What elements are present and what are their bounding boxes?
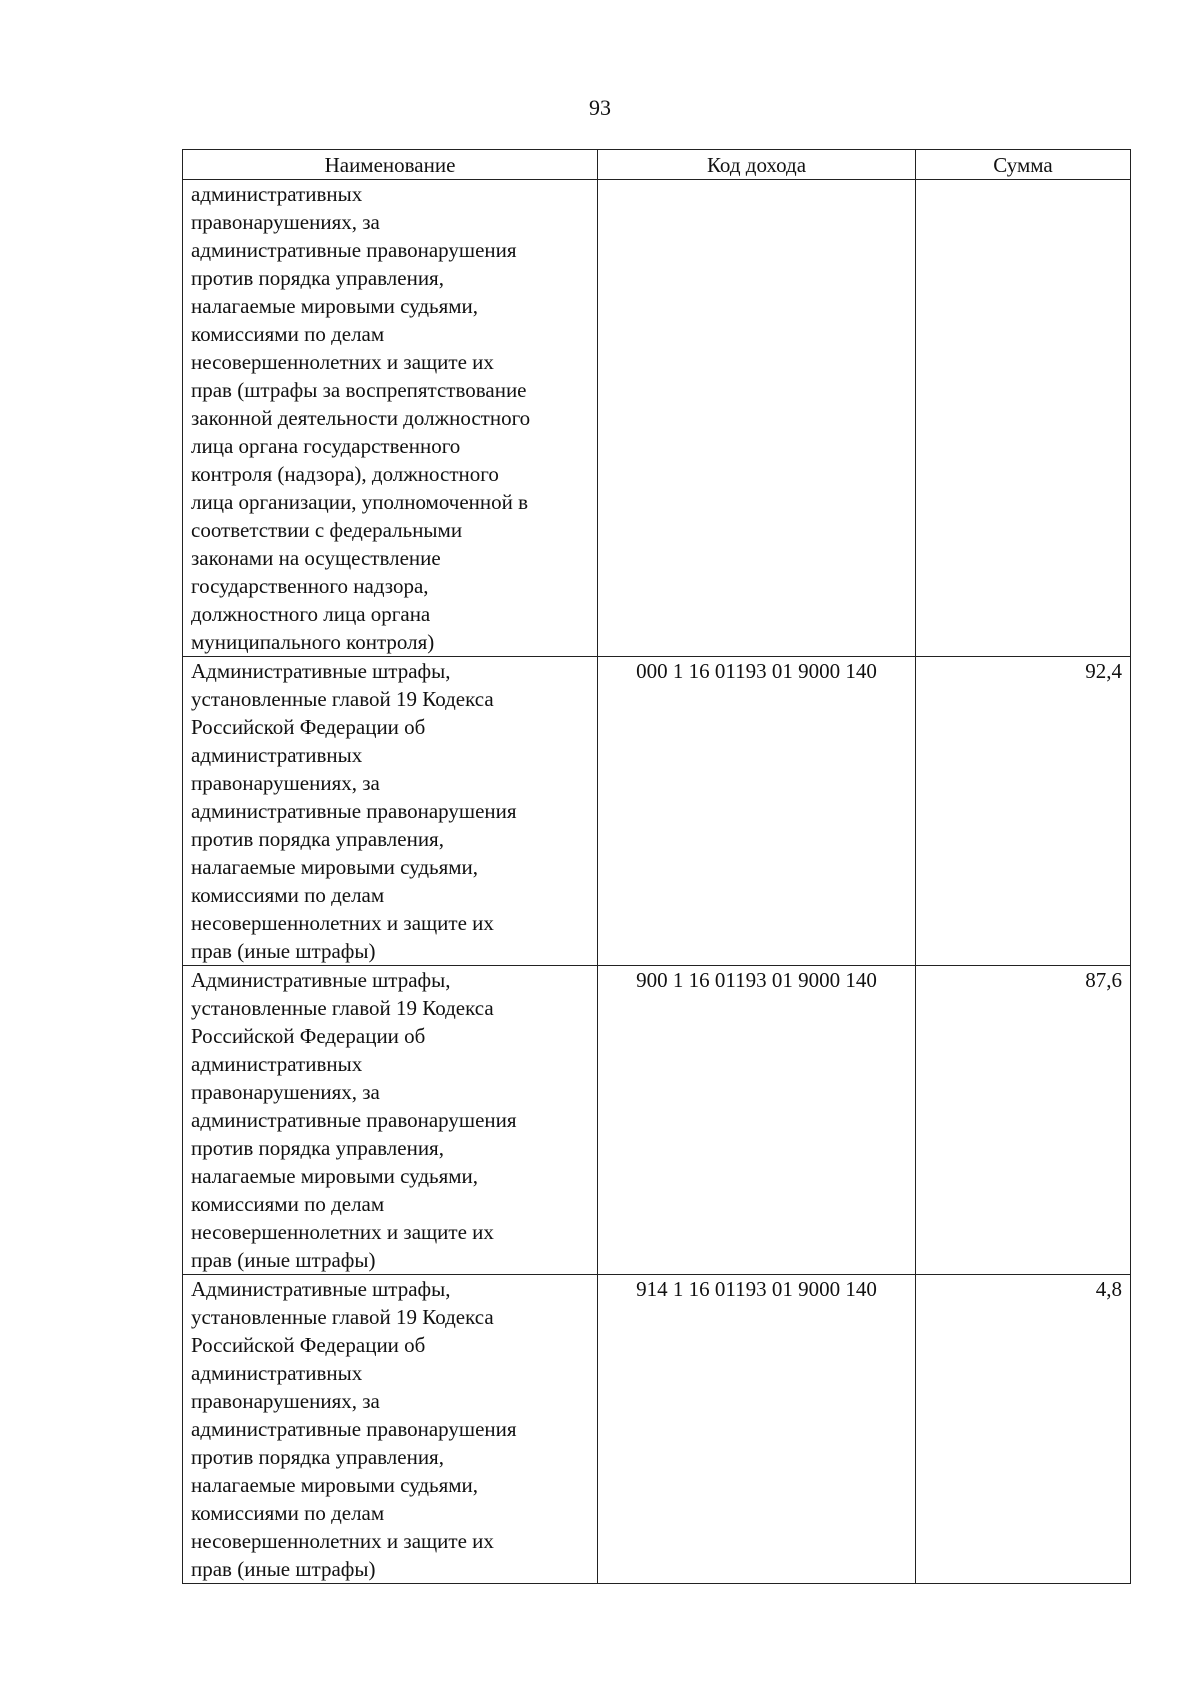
row-name-cell: Административные штрафы, установленные главой 19 Кодекса Российской Федерации об административных правонарушениях, за административные правонарушения против порядка управления, налагаемые мировыми судьями, комиссиями по делам несовершеннолетних и защите их прав (иные штрафы) bbox=[183, 657, 598, 966]
column-header-name: Наименование bbox=[183, 150, 598, 180]
revenue-table bbox=[182, 149, 1131, 1584]
row-sum-cell bbox=[916, 180, 1131, 657]
table-row bbox=[183, 657, 1131, 966]
row-name-cell: административных правонарушениях, за административные правонарушения против порядка управления, налагаемые мировыми судьями, комиссиями по делам несовершеннолетних и защите их прав (штрафы за воспрепятствование законной деятельности должностного лица органа государственного контроля (надзора), должностного лица организации, уполномоченной в соответствии с федеральными законами на осуществление государственного надзора, должностного лица органа муниципального контроля) bbox=[183, 180, 598, 657]
row-code-cell: 914 1 16 01193 01 9000 140 bbox=[598, 1275, 916, 1584]
column-header-code: Код дохода bbox=[598, 150, 916, 180]
table-row bbox=[183, 966, 1131, 1275]
row-name-cell: Административные штрафы, установленные главой 19 Кодекса Российской Федерации об административных правонарушениях, за административные правонарушения против порядка управления, налагаемые мировыми судьями, комиссиями по делам несовершеннолетних и защите их прав (иные штрафы) bbox=[183, 1275, 598, 1584]
row-sum-cell: 4,8 bbox=[916, 1275, 1131, 1584]
row-code-cell bbox=[598, 180, 916, 657]
row-code-cell: 900 1 16 01193 01 9000 140 bbox=[598, 966, 916, 1275]
row-name-cell: Административные штрафы, установленные главой 19 Кодекса Российской Федерации об административных правонарушениях, за административные правонарушения против порядка управления, налагаемые мировыми судьями, комиссиями по делам несовершеннолетних и защите их прав (иные штрафы) bbox=[183, 966, 598, 1275]
column-header-sum: Сумма bbox=[916, 150, 1131, 180]
row-code-cell: 000 1 16 01193 01 9000 140 bbox=[598, 657, 916, 966]
table-row bbox=[183, 1275, 1131, 1584]
row-sum-cell: 92,4 bbox=[916, 657, 1131, 966]
table-header-row bbox=[183, 150, 1131, 180]
row-sum-cell: 87,6 bbox=[916, 966, 1131, 1275]
table-row bbox=[183, 180, 1131, 657]
page-number: 93 bbox=[589, 95, 611, 120]
